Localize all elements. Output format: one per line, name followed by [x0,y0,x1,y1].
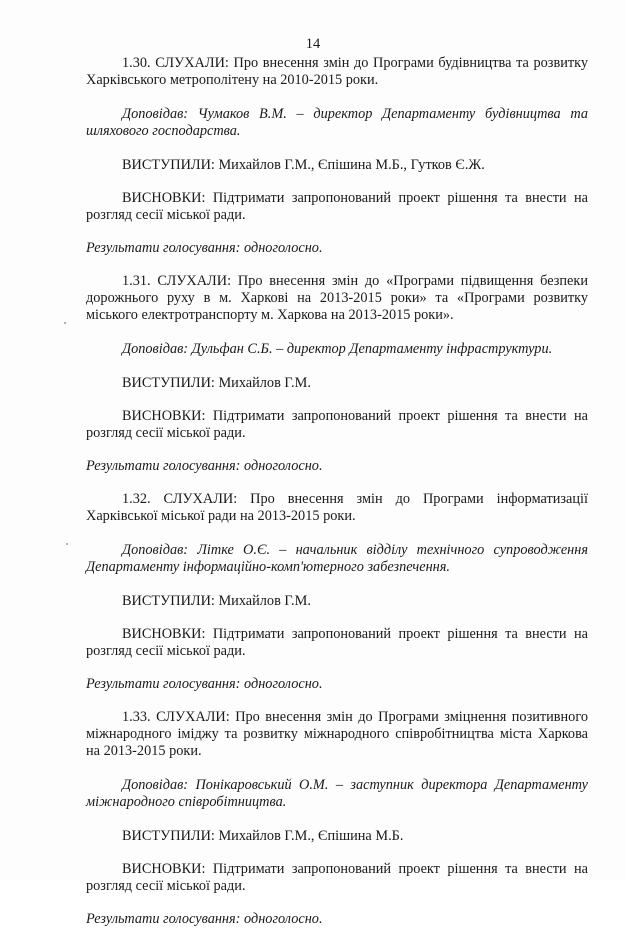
reporter-paragraph: Доповідав: Дульфан С.Б. – директор Департаменту інфраструктури. [122,341,553,357]
vote-result: Результати голосування: одноголосно. [86,458,323,474]
spoke-paragraph: ВИСТУПИЛИ: Михайлов Г.М., Єпішина М.Б. [122,828,404,844]
conclusions-paragraph: ВИСНОВКИ: Підтримати запропонований проект рішення та внести на розгляд сесії міської ради. [86,408,588,441]
vote-result: Результати голосування: одноголосно. [86,240,323,256]
spoke-paragraph: ВИСТУПИЛИ: Михайлов Г.М. [122,593,311,609]
conclusions-paragraph: ВИСНОВКИ: Підтримати запропонований проект рішення та внести на розгляд сесії міської ради. [86,861,588,894]
vote-result: Результати голосування: одноголосно. [86,911,323,927]
agenda-item-1-31 [86,273,588,475]
vote-result: Результати голосування: одноголосно. [86,676,323,692]
reporter-paragraph: Доповідав: Понікаровський О.М. – заступник директора Департаменту міжнародного співробітництва. [86,777,588,810]
reporter-paragraph: Доповідав: Чумаков В.М. – директор Департаменту будівництва та шляхового господарства. [86,106,588,139]
agenda-item-1-33 [86,709,588,928]
heard-paragraph: 1.30. СЛУХАЛИ: Про внесення змін до Програми будівництва та розвитку Харківського метрополітену на 2010-2015 роки. [86,55,588,88]
spoke-paragraph: ВИСТУПИЛИ: Михайлов Г.М., Єпішина М.Б., Гутков Є.Ж. [122,157,485,173]
scan-speck [66,543,68,545]
reporter-paragraph: Доповідав: Літке О.Є. – начальник відділу технічного супроводження Департаменту інформаційно-комп'ютерного забезпечення. [86,542,588,575]
conclusions-paragraph: ВИСНОВКИ: Підтримати запропонований проект рішення та внести на розгляд сесії міської ради. [86,190,588,223]
spoke-paragraph: ВИСТУПИЛИ: Михайлов Г.М. [122,375,311,391]
document-body [86,55,588,928]
heard-paragraph: 1.32. СЛУХАЛИ: Про внесення змін до Програми інформатизації Харківської міської ради на 2013-2015 роки. [86,491,588,524]
agenda-item-1-32 [86,491,588,693]
heard-paragraph: 1.31. СЛУХАЛИ: Про внесення змін до «Програми підвищення безпеки дорожнього руху в м. Харкові на 2013-2015 роки» та «Програми розвитку міського електротранспорту м. Харкова на 2013-2015 роки». [86,273,588,323]
scan-speck [64,322,66,324]
heard-paragraph: 1.33. СЛУХАЛИ: Про внесення змін до Програми зміцнення позитивного міжнародного іміджу та розвитку міжнародного співробітництва міста Харкова на 2013-2015 роки. [86,709,588,759]
page-number: 14 [305,36,321,52]
agenda-item-1-30 [86,55,588,257]
conclusions-paragraph: ВИСНОВКИ: Підтримати запропонований проект рішення та внести на розгляд сесії міської ради. [86,626,588,659]
